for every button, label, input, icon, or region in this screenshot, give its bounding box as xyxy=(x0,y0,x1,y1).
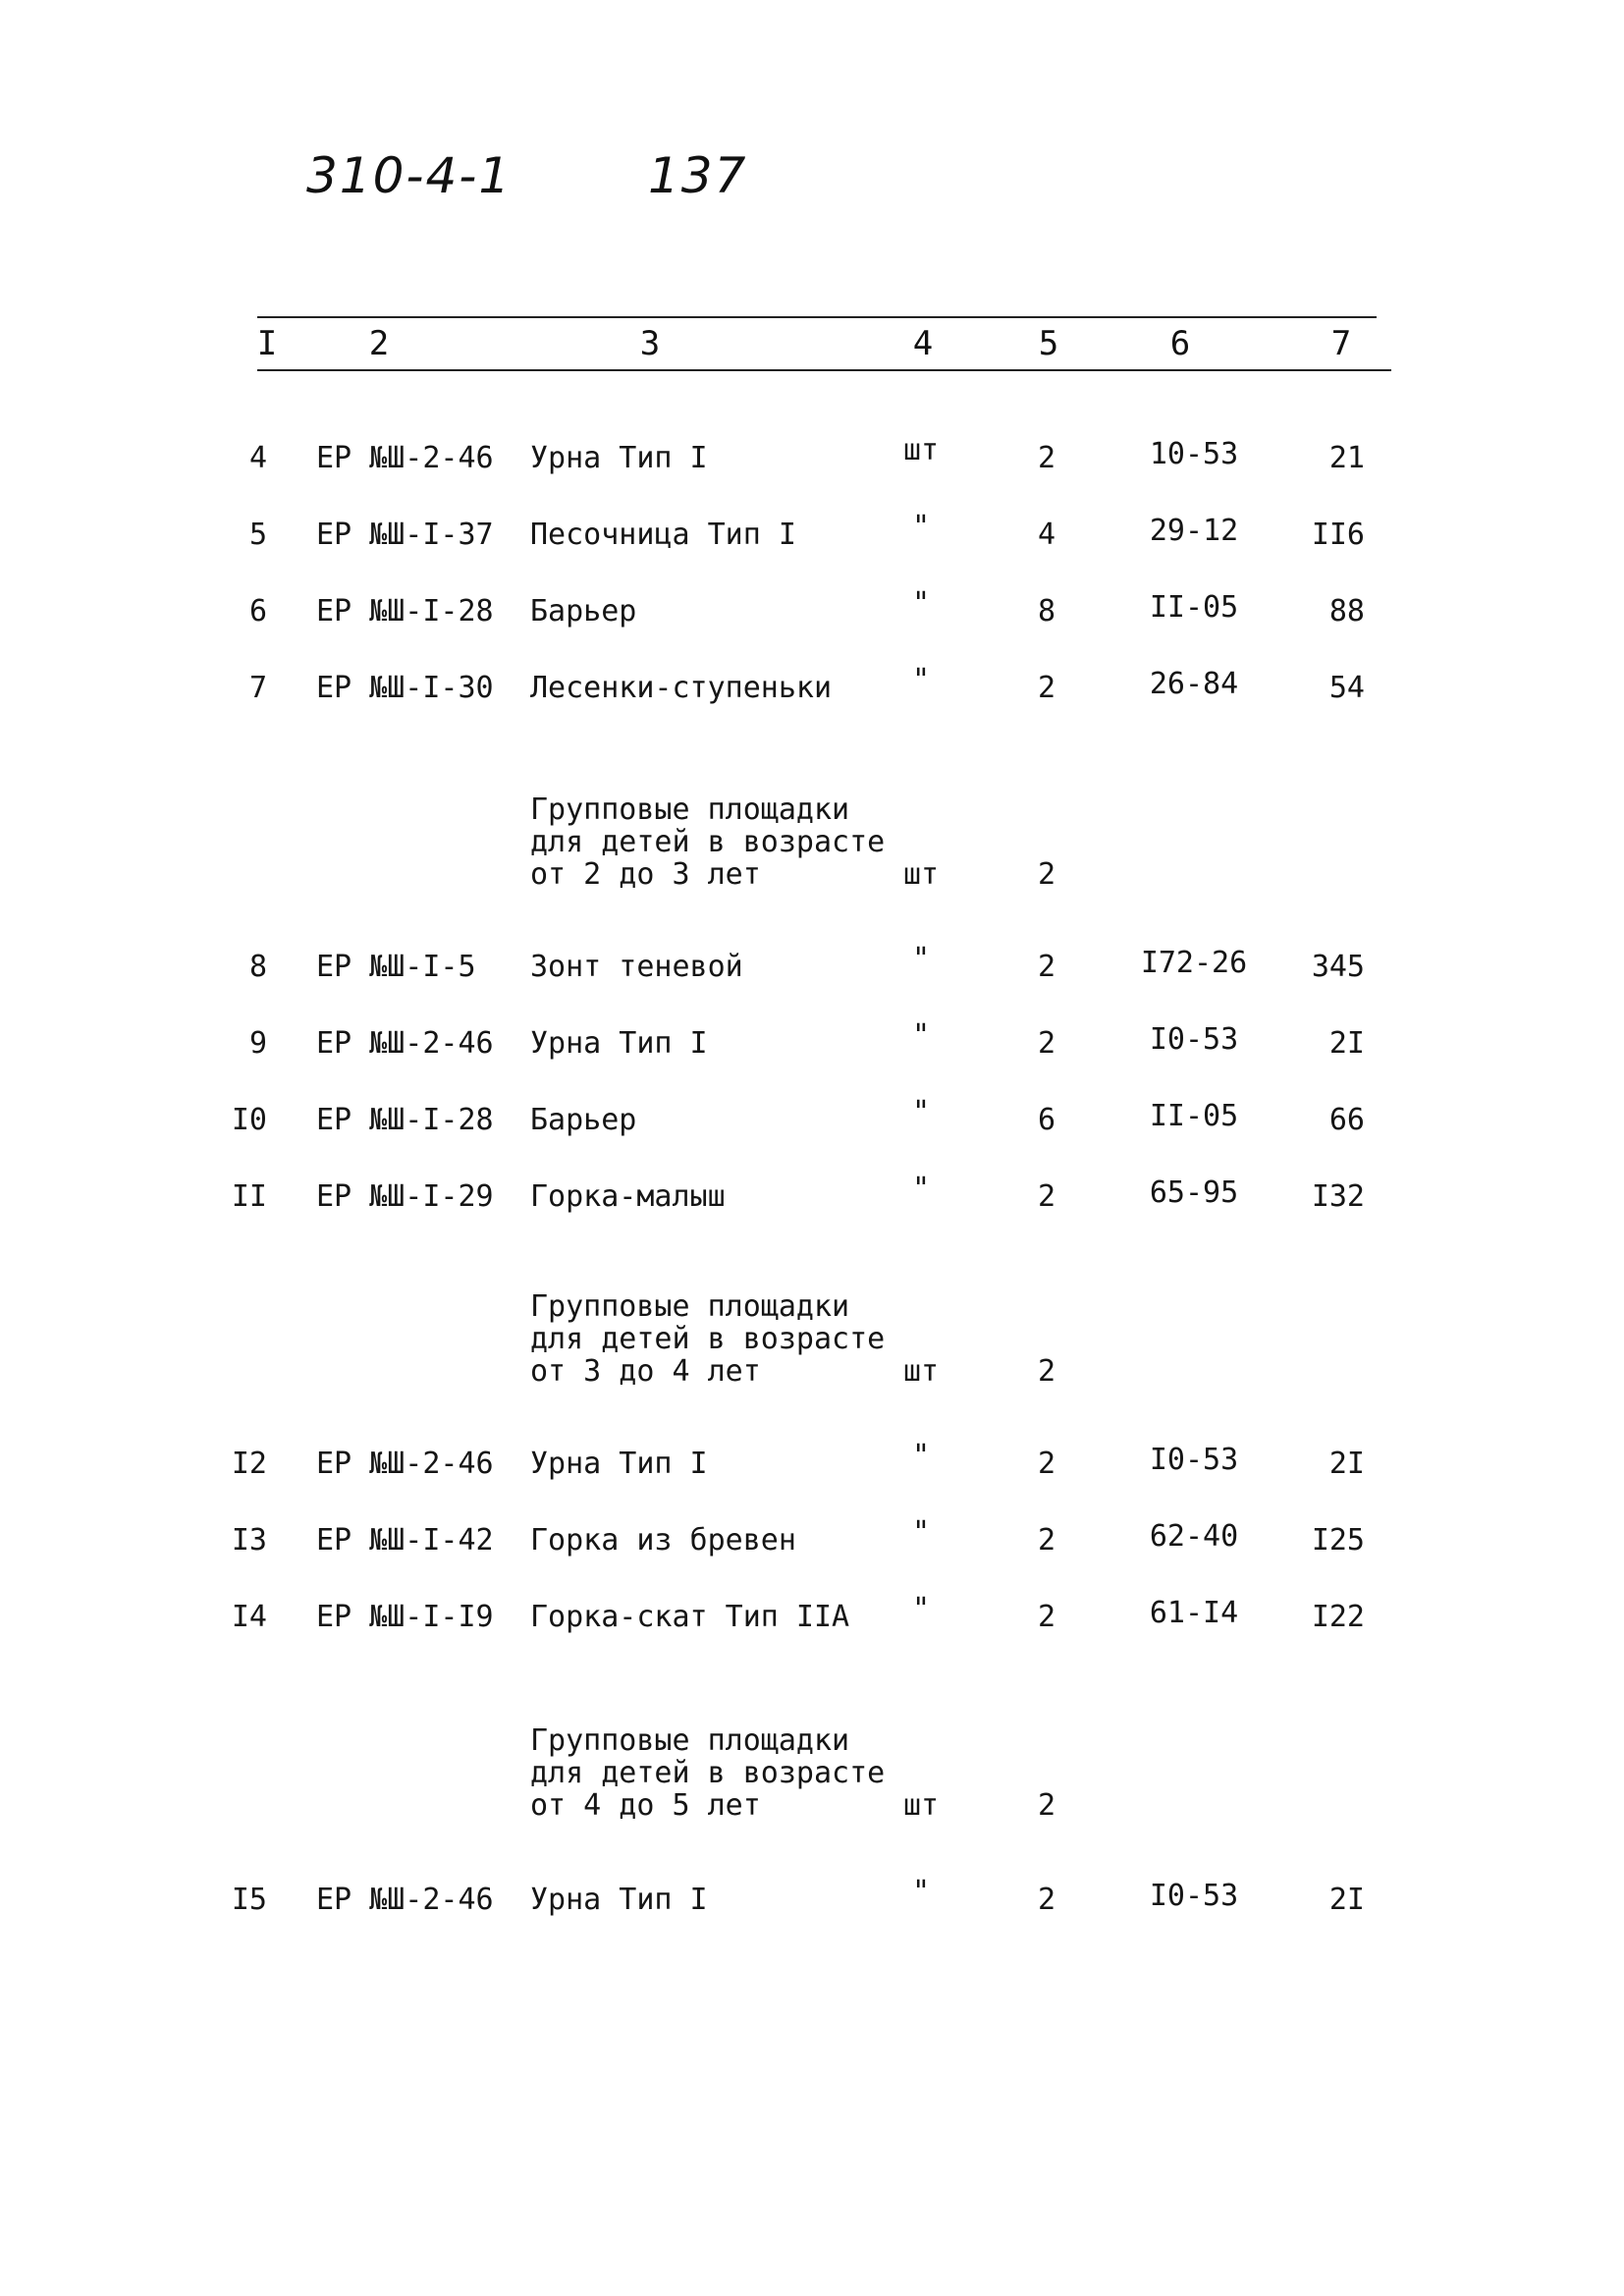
column-header-4: 4 xyxy=(912,324,934,363)
row-number: 4 xyxy=(248,441,267,475)
unit-price: II-05 xyxy=(1149,1099,1239,1133)
unit-price: I72-26 xyxy=(1140,946,1248,980)
total-cost: 345 xyxy=(1311,950,1365,984)
quantity: 2 xyxy=(1037,1447,1056,1481)
quantity: 2 xyxy=(1037,1788,1056,1823)
quantity: 2 xyxy=(1037,671,1056,705)
row-number: I0 xyxy=(231,1103,267,1137)
item-code: ЕР №Ш-I-37 xyxy=(316,518,494,552)
item-code: ЕР №Ш-2-46 xyxy=(316,441,494,475)
column-header-5: 5 xyxy=(1038,324,1059,363)
unit: " xyxy=(911,1095,931,1129)
quantity: 4 xyxy=(1037,518,1056,552)
unit-price: 29-12 xyxy=(1149,514,1239,548)
row-number: 5 xyxy=(248,518,267,552)
quantity: 2 xyxy=(1037,441,1056,475)
document-code: 310-4-1 xyxy=(306,147,513,204)
unit: шт xyxy=(902,1354,940,1389)
unit: шт xyxy=(902,433,940,467)
total-cost: 2I xyxy=(1328,1447,1365,1481)
item-code: ЕР №Ш-I-28 xyxy=(316,594,494,629)
item-code: ЕР №Ш-2-46 xyxy=(316,1026,494,1061)
row-number: 6 xyxy=(248,594,267,629)
unit: " xyxy=(911,663,931,697)
group-title: Групповые площадки для детей в возрасте от 2 до 3 лет xyxy=(530,793,886,892)
total-cost: I25 xyxy=(1311,1523,1365,1558)
column-header-6: 6 xyxy=(1169,324,1191,363)
total-cost: I22 xyxy=(1311,1600,1365,1634)
item-code: ЕР №Ш-I-42 xyxy=(316,1523,494,1558)
group-title: Групповые площадки для детей в возрасте от 4 до 5 лет xyxy=(530,1723,886,1823)
unit: " xyxy=(911,1018,931,1053)
total-cost: 2I xyxy=(1328,1026,1365,1061)
item-name: Урна Тип I xyxy=(530,1026,708,1061)
unit-price: II-05 xyxy=(1149,590,1239,625)
item-name: Лесенки-ступеньки xyxy=(530,671,833,705)
unit: " xyxy=(911,1592,931,1626)
unit: шт xyxy=(902,857,940,892)
row-number: 8 xyxy=(248,950,267,984)
item-name: Горка из бревен xyxy=(530,1523,796,1558)
quantity: 2 xyxy=(1037,1179,1056,1214)
total-cost: 54 xyxy=(1328,671,1365,705)
item-name: Урна Тип I xyxy=(530,441,708,475)
item-name: Барьер xyxy=(530,1103,637,1137)
unit-price: 26-84 xyxy=(1149,667,1239,701)
quantity: 2 xyxy=(1037,1600,1056,1634)
item-name: Урна Тип I xyxy=(530,1447,708,1481)
unit-price: I0-53 xyxy=(1149,1443,1239,1477)
item-code: ЕР №Ш-2-46 xyxy=(316,1883,494,1917)
unit: " xyxy=(911,510,931,544)
row-number: 7 xyxy=(248,671,267,705)
row-number: 9 xyxy=(248,1026,267,1061)
total-cost: 2I xyxy=(1328,1883,1365,1917)
row-number: I3 xyxy=(231,1523,267,1558)
item-code: ЕР №Ш-2-46 xyxy=(316,1447,494,1481)
item-code: ЕР №Ш-I-29 xyxy=(316,1179,494,1214)
unit: " xyxy=(911,1172,931,1206)
column-header-7: 7 xyxy=(1330,324,1352,363)
unit-price: I0-53 xyxy=(1149,1879,1239,1913)
row-number: I4 xyxy=(231,1600,267,1634)
quantity: 2 xyxy=(1037,1354,1056,1389)
total-cost: II6 xyxy=(1311,518,1365,552)
quantity: 8 xyxy=(1037,594,1056,629)
unit-price: 61-I4 xyxy=(1149,1596,1239,1630)
column-header-1: I xyxy=(256,324,278,363)
quantity: 2 xyxy=(1037,950,1056,984)
unit: шт xyxy=(902,1788,940,1823)
unit: " xyxy=(911,1875,931,1909)
item-name: Барьер xyxy=(530,594,637,629)
unit-price: 65-95 xyxy=(1149,1175,1239,1210)
item-name: Горка-скат Тип IIА xyxy=(530,1600,850,1634)
quantity: 6 xyxy=(1037,1103,1056,1137)
total-cost: 88 xyxy=(1328,594,1365,629)
quantity: 2 xyxy=(1037,857,1056,892)
table-header-rule xyxy=(257,369,1391,371)
group-title: Групповые площадки для детей в возрасте от 3 до 4 лет xyxy=(530,1289,886,1389)
unit: " xyxy=(911,942,931,976)
unit: " xyxy=(911,586,931,621)
row-number: II xyxy=(231,1179,267,1214)
quantity: 2 xyxy=(1037,1883,1056,1917)
total-cost: 66 xyxy=(1328,1103,1365,1137)
item-code: ЕР №Ш-I-I9 xyxy=(316,1600,494,1634)
quantity: 2 xyxy=(1037,1026,1056,1061)
total-cost: 21 xyxy=(1328,441,1365,475)
row-number: I5 xyxy=(231,1883,267,1917)
page-number: 137 xyxy=(648,147,748,204)
item-name: Урна Тип I xyxy=(530,1883,708,1917)
item-name: Горка-малыш xyxy=(530,1179,726,1214)
quantity: 2 xyxy=(1037,1523,1056,1558)
column-header-2: 2 xyxy=(368,324,390,363)
column-header-3: 3 xyxy=(639,324,661,363)
item-code: ЕР №Ш-I-30 xyxy=(316,671,494,705)
item-code: ЕР №Ш-I-28 xyxy=(316,1103,494,1137)
item-name: Зонт теневой xyxy=(530,950,743,984)
row-number: I2 xyxy=(231,1447,267,1481)
total-cost: I32 xyxy=(1311,1179,1365,1214)
item-code: ЕР №Ш-I-5 xyxy=(316,950,476,984)
item-name: Песочница Тип I xyxy=(530,518,796,552)
unit-price: I0-53 xyxy=(1149,1022,1239,1057)
unit: " xyxy=(911,1439,931,1473)
unit: " xyxy=(911,1515,931,1550)
table-top-rule xyxy=(257,316,1377,318)
unit-price: 62-40 xyxy=(1149,1519,1239,1554)
unit-price: 10-53 xyxy=(1149,437,1239,471)
